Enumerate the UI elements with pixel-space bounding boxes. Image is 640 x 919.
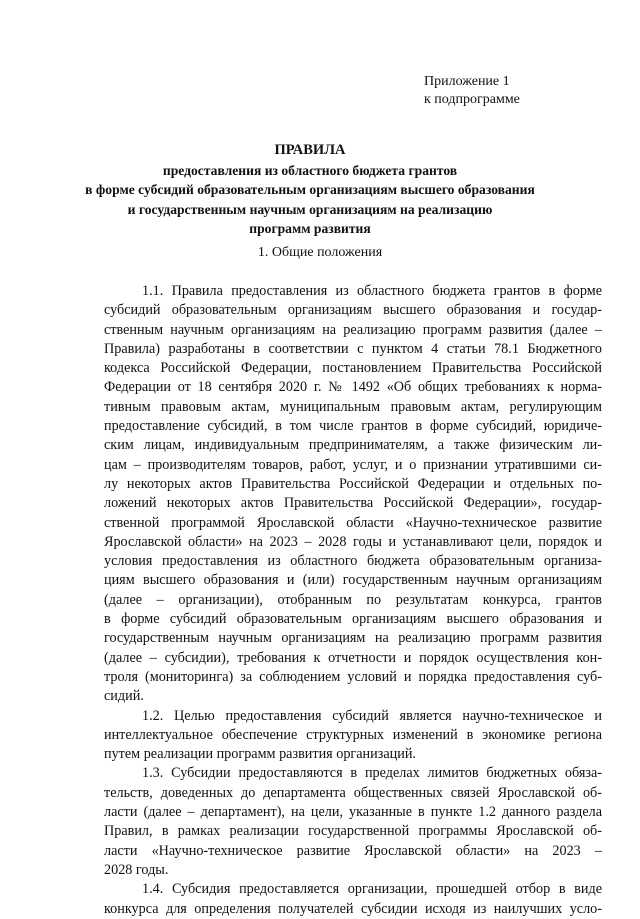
text-line: 1.4. Субсидия предоставляется организации, прошедшей отбор в виде — [142, 881, 602, 898]
text-line: кодекса Российской Федерации, постановлением Правительства Российской — [104, 360, 602, 377]
text-line: ласти (далее – департамент), на цели, указанные в пункте 1.2 данного раздела — [104, 804, 602, 821]
body-text — [104, 282, 602, 919]
text-line: Правил, в рамках реализации государственной программы Ярославской об- — [104, 823, 602, 840]
text-line: государственным научным организациям на реализацию программ развития — [104, 630, 602, 647]
section-heading: 1. Общие положения — [257, 245, 383, 260]
text-line: Ярославской области» на 2023 – 2028 годы и устанавливают цели, порядок и — [104, 533, 602, 550]
text-line: 1.2. Целью предоставления субсидий является научно-техническое и — [142, 707, 602, 724]
text-line: 2028 годы. — [104, 861, 169, 878]
text-line: ственной программой Ярославской области «Научно-техническое развитие — [104, 514, 602, 531]
text-line: троля (мониторинга) за соблюдением условий и порядка предоставления суб- — [104, 668, 602, 685]
text-line: условия предоставления из областного бюджета образовательным организа- — [104, 553, 602, 570]
text-line: предоставление субсидий, в том числе грантов в форме субсидий, юридиче- — [104, 418, 602, 435]
text-line: Правила) разработаны в соответствии с пунктом 4 статьи 78.1 Бюджетного — [104, 340, 602, 357]
title-line-4: программ развития — [249, 221, 371, 236]
text-line: тельств, доведенных до департамента общественных связей Ярославской об- — [104, 784, 602, 801]
title-line-0: ПРАВИЛА — [274, 142, 346, 158]
text-line: ложений некоторых актов Правительства Российской Федерации», государ- — [104, 495, 602, 512]
text-line: 1.3. Субсидии предоставляются в пределах лимитов бюджетных обяза- — [142, 765, 602, 782]
text-line: цам – производителям товаров, работ, услуг, и о признании утратившими си- — [104, 456, 602, 473]
document-title — [60, 141, 560, 239]
text-line: 1.1. Правила предоставления из областного бюджета грантов в форме — [142, 283, 602, 299]
text-line: в форме субсидий образовательным организациям высшего образования и — [104, 611, 602, 628]
title-line-3: и государственным научным организациям на реализацию — [127, 201, 493, 217]
text-line: (далее – организации), отобранным по результатам конкурса, грантов — [104, 591, 602, 608]
title-line-2: в форме субсидий образовательным организациям высшего образования — [85, 182, 535, 197]
text-line: конкурса для определения получателей субсидии исходя из наилучших усло- — [104, 900, 602, 917]
text-line: ственным научным организациям на реализацию программ развития (далее – — [104, 321, 602, 338]
text-line: лу некоторых актов Правительства Российской Федерации и отдельных по- — [104, 475, 602, 492]
text-line: сидий. — [104, 688, 144, 705]
text-line: циям высшего образования и (или) государственным научным организациям — [104, 572, 602, 589]
appendix-label — [424, 73, 520, 109]
text-line: путем реализации программ развития организаций. — [104, 746, 416, 763]
text-line: субсидий образовательным организациям высшего образования и государ- — [104, 302, 602, 319]
appendix-line-2: к подпрограмме — [424, 92, 520, 107]
text-line: ским лицам, индивидуальным предпринимателям, а также физическим ли- — [104, 437, 602, 454]
title-line-1: предоставления из областного бюджета грантов — [162, 162, 458, 178]
text-line: интеллектуальное обеспечение структурных изменений в экономике региона — [104, 726, 602, 743]
text-line: (далее – субсидии), требования к отчетности и порядок осуществления кон- — [104, 649, 602, 666]
text-line: Федерации от 18 сентября 2020 г. № 1492 «Об общих требованиях к норма- — [104, 379, 602, 396]
appendix-line-1: Приложение 1 — [424, 74, 510, 89]
text-line: ласти «Научно-техническое развитие Ярославской области» на 2023 – — [104, 842, 602, 859]
text-line: тивным правовым актам, муниципальным правовым актам, регулирующим — [104, 398, 602, 415]
